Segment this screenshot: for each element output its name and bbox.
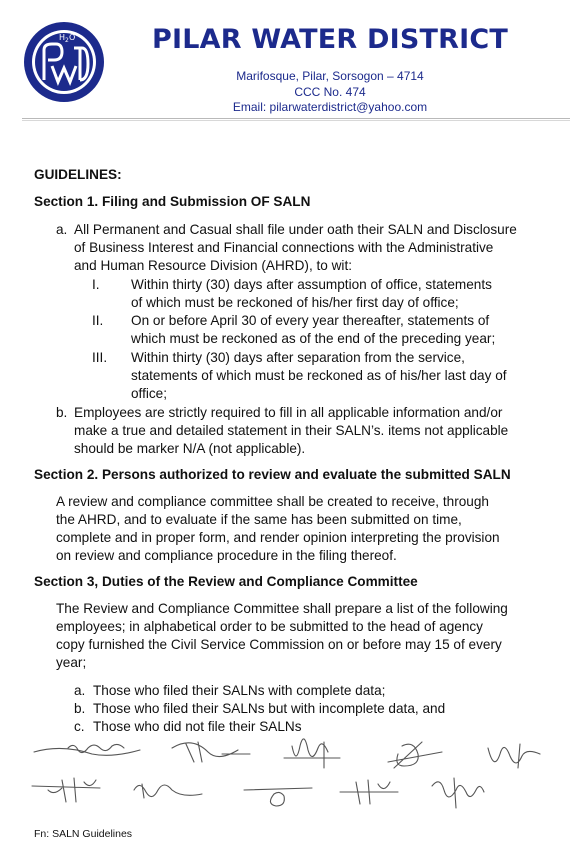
header-divider xyxy=(22,118,570,119)
s1-item-number: II. xyxy=(92,313,104,328)
s2-line: the AHRD, and to evaluate if the same has been submitted on time, xyxy=(56,512,462,527)
s1-item-line: statements of which must be reckoned as of his/her last day of xyxy=(131,368,507,383)
s3-line: copy furnished the Civil Service Commission on or before may 15 of every xyxy=(56,637,502,652)
org-title: PILAR WATER DISTRICT xyxy=(152,24,508,55)
guidelines-heading: GUIDELINES: xyxy=(34,167,122,182)
s3-line: year; xyxy=(56,655,87,670)
org-email: Email: pilarwaterdistrict@yahoo.com xyxy=(232,100,428,114)
s3-line: employees; in alphabetical order to be submitted to the head of agency xyxy=(56,619,483,634)
s1-item-line: office; xyxy=(131,386,168,401)
footer-filename: Fn: SALN Guidelines xyxy=(34,828,133,840)
s3-item-marker: b. xyxy=(74,701,86,716)
s2-line: complete and in proper form, and render opinion interpreting the provision xyxy=(56,530,500,545)
s1-a-line: All Permanent and Casual shall file under oath their SALN and Disclosure xyxy=(74,222,517,237)
s1-b-marker: b. xyxy=(56,405,68,420)
svg-text:2: 2 xyxy=(65,37,69,44)
section2-title: Section 2. Persons authorized to review and evaluate the submitted SALN xyxy=(34,467,511,482)
s1-a-line: of Business Interest and Financial connections with the Administrative xyxy=(74,240,494,255)
signature xyxy=(432,778,484,808)
s1-item-number: I. xyxy=(92,277,100,292)
org-address: Marifosque, Pilar, Sorsogon – 4714 xyxy=(236,69,424,83)
header-divider-shadow xyxy=(22,120,570,121)
s1-a-line: and Human Resource Division (AHRD), to wit: xyxy=(74,258,353,273)
s2-line: on review and compliance procedure in the filing thereof. xyxy=(56,548,397,563)
signature xyxy=(284,739,340,768)
s3-item-text: Those who filed their SALNs with complete data; xyxy=(93,683,386,698)
signature xyxy=(172,742,250,762)
signature xyxy=(340,780,398,804)
signature xyxy=(134,784,202,798)
section3-title: Section 3, Duties of the Review and Compliance Committee xyxy=(34,574,418,589)
s1-item-line: Within thirty (30) days after separation from the service, xyxy=(131,350,465,365)
s3-item-marker: a. xyxy=(74,683,86,698)
signature xyxy=(244,788,312,806)
section1-title: Section 1. Filing and Submission OF SALN xyxy=(34,194,311,209)
svg-text:O: O xyxy=(69,33,76,42)
s1-item-line: which must be reckoned as of the end of the preceding year; xyxy=(131,331,496,346)
signature xyxy=(388,742,442,768)
org-ccc: CCC No. 474 xyxy=(294,85,366,99)
s1-a-marker: a. xyxy=(56,222,68,237)
signature xyxy=(488,744,540,768)
s1-b-line: make a true and detailed statement in their SALN’s. items not applicable xyxy=(74,423,509,438)
committee-signatures xyxy=(22,738,562,818)
signature xyxy=(68,744,124,752)
district-logo xyxy=(22,20,106,104)
s3-item-text: Those who filed their SALNs but with incomplete data, and xyxy=(93,701,446,716)
s1-b-line: Employees are strictly required to fill in all applicable information and/or xyxy=(74,405,503,420)
s3-item-text: Those who did not file their SALNs xyxy=(93,719,302,734)
s1-item-number: III. xyxy=(92,350,108,365)
s1-item-line: On or before April 30 of every year thereafter, statements of xyxy=(131,313,490,328)
s1-b-line: should be marker N/A (not applicable). xyxy=(74,441,306,456)
s3-line: The Review and Compliance Committee shall prepare a list of the following xyxy=(56,601,508,616)
s1-item-line: Within thirty (30) days after assumption of office, statements xyxy=(131,277,492,292)
s3-item-marker: c. xyxy=(74,719,85,734)
signature xyxy=(32,778,100,802)
svg-text:H: H xyxy=(59,33,66,42)
s1-item-line: of which must be reckoned of his/her first day of office; xyxy=(131,295,459,310)
s2-line: A review and compliance committee shall be created to receive, through xyxy=(56,494,489,509)
